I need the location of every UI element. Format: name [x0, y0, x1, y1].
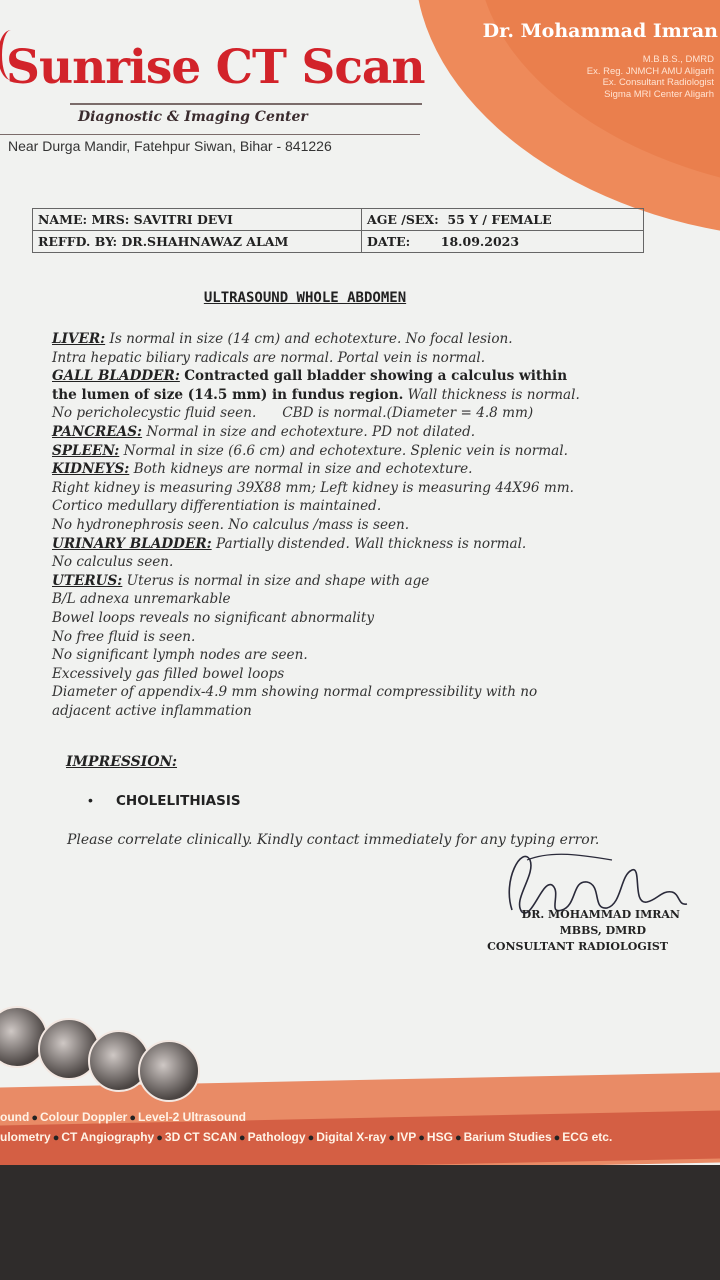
clinic-address: Near Durga Mandir, Fatehpur Siwan, Bihar - 841226: [8, 138, 332, 154]
report-title: ULTRASOUND WHOLE ABDOMEN: [203, 290, 407, 306]
referred-by-value: DR.SHAHNAWAZ ALAM: [121, 234, 289, 249]
free-fluid-line: No free fluid is seen.: [52, 628, 196, 645]
gall-bladder-line: [52, 367, 662, 386]
liver-text: Is normal in size (14 cm) and echotexture. No focal lesion.: [109, 331, 513, 347]
cbd-text: CBD is normal.(Diameter = 4.8 mm): [282, 405, 534, 422]
ultrasound-machine-thumbnail: [138, 1040, 200, 1102]
service-item: HSG: [426, 1130, 453, 1144]
signatory-role: CONSULTANT RADIOLOGIST: [487, 940, 668, 953]
service-item: ound: [0, 1110, 30, 1124]
gall-bladder-finding: Contracted gall bladder showing a calculus within: [184, 368, 568, 385]
header-divider: [70, 103, 422, 105]
age-sex-value: 55 Y / FEMALE: [447, 212, 552, 227]
urinary-bladder-line-2: No calculus seen.: [52, 554, 174, 571]
gall-bladder-heading: GALL BLADDER:: [52, 368, 180, 385]
gall-bladder-line-2: [52, 386, 662, 405]
lymph-nodes-line: No significant lymph nodes are seen.: [52, 647, 308, 664]
age-sex-cell: [362, 209, 644, 231]
urinary-bladder-line: [52, 535, 662, 554]
credential-line: Sigma MRI Center Aligarh: [604, 88, 714, 100]
bullet-icon: •: [88, 792, 93, 808]
signatory-name: DR. MOHAMMAD IMRAN: [521, 908, 680, 921]
urinary-bladder-text: Partially distended. Wall thickness is normal.: [215, 535, 527, 552]
urinary-bladder-heading: URINARY BLADDER:: [52, 535, 212, 552]
uterus-line: [52, 572, 662, 591]
kidneys-line-4: No hydronephrosis seen. No calculus /mass is seen.: [52, 516, 410, 533]
services-line-2: ulometry ● CT Angiography ● 3D CT SCAN ● Pathology ● Digital X-ray ● IVP ● HSG ● Barium Studies ● ECG etc.: [0, 1130, 613, 1144]
date-label: DATE:: [367, 234, 411, 249]
service-item: IVP: [396, 1130, 417, 1144]
kidneys-line-2: Right kidney is measuring 39X88 mm; Left kidney is measuring 44X96 mm.: [52, 479, 574, 496]
service-item: Digital X-ray: [316, 1130, 387, 1144]
uterus-text: Uterus is normal in size and shape with age: [126, 572, 430, 589]
age-sex-label: AGE /SEX:: [367, 212, 439, 227]
bowel-gas-line: Excessively gas filled bowel loops: [52, 665, 285, 682]
adnexa-line: B/L adnexa unremarkable: [52, 591, 231, 608]
uterus-heading: UTERUS:: [52, 572, 123, 589]
clinic-name: Sunrise CT Scan: [6, 40, 425, 95]
table-row: [33, 209, 644, 231]
services-line-1: ound ● Colour Doppler ● Level-2 Ultrasound: [0, 1110, 246, 1124]
service-item: ECG etc.: [562, 1130, 613, 1144]
referred-by-cell: [33, 231, 362, 253]
liver-heading: LIVER:: [52, 331, 106, 347]
patient-name-value: MRS: SAVITRI DEVI: [91, 212, 233, 227]
gall-bladder-line-3: [52, 404, 662, 423]
patient-info-table: [32, 208, 644, 253]
kidneys-heading: KIDNEYS:: [52, 461, 130, 478]
doctor-name: Dr. Mohammad Imran: [482, 20, 718, 42]
service-item: Pathology: [247, 1130, 306, 1144]
pancreas-line: [52, 423, 662, 442]
service-item: 3D CT SCAN: [164, 1130, 237, 1144]
liver-line-2: Intra hepatic biliary radicals are normal. Portal vein is normal.: [52, 349, 486, 366]
impression-heading: IMPRESSION:: [66, 754, 178, 770]
spleen-text: Normal in size (6.6 cm) and echotexture. Splenic vein is normal.: [123, 442, 568, 459]
kidneys-text: Both kidneys are normal in size and echotexture.: [133, 461, 473, 478]
kidneys-line-3: Cortico medullary differentiation is maintained.: [52, 498, 382, 515]
credential-line: Ex. Consultant Radiologist: [602, 77, 714, 88]
gall-bladder-finding-2: the lumen of size (14.5 mm) in fundus region.: [52, 386, 404, 403]
spleen-heading: SPLEEN:: [52, 442, 120, 459]
service-item: ulometry: [0, 1130, 51, 1144]
table-surface-background: [0, 1165, 720, 1280]
pancreas-heading: PANCREAS:: [52, 423, 143, 440]
clinic-subtitle: Diagnostic & Imaging Center: [78, 109, 308, 125]
service-item: Level-2 Ultrasound: [137, 1110, 246, 1124]
appendix-line-2: adjacent active inflammation: [52, 702, 252, 719]
appendix-line: Diameter of appendix-4.9 mm showing normal compressibility with no: [52, 684, 538, 701]
correlate-note: Please correlate clinically. Kindly contact immediately for any typing error.: [67, 832, 600, 848]
date-cell: [362, 231, 644, 253]
doctor-credentials: [474, 54, 714, 100]
credential-line: M.B.B.S., DMRD: [642, 54, 714, 65]
date-value: 18.09.2023: [440, 234, 520, 249]
kidneys-line: [52, 460, 662, 479]
signatory-degree: MBBS, DMRD: [559, 924, 646, 937]
service-item: Barium Studies: [463, 1130, 552, 1144]
patient-name-label: NAME:: [38, 212, 88, 227]
service-item: CT Angiography: [61, 1130, 155, 1144]
impression-item: CHOLELITHIASIS: [116, 793, 241, 809]
report-findings: [52, 330, 662, 720]
referred-by-label: REFFD. BY:: [38, 234, 118, 249]
pancreas-text: Normal in size and echotexture. PD not dilated.: [146, 423, 476, 440]
pericholecystic-text: No pericholecystic fluid seen.: [52, 405, 257, 422]
service-item: Colour Doppler: [39, 1110, 128, 1124]
liver-line: [52, 330, 662, 349]
bowel-line: Bowel loops reveals no significant abnormality: [52, 609, 375, 626]
spleen-line: [52, 442, 662, 461]
patient-name-cell: [33, 209, 362, 231]
table-row: [33, 231, 644, 253]
credential-line: Ex. Reg. JNMCH AMU Aligarh: [586, 65, 714, 77]
address-divider: [0, 134, 420, 135]
gall-bladder-wall: Wall thickness is normal.: [407, 386, 580, 403]
